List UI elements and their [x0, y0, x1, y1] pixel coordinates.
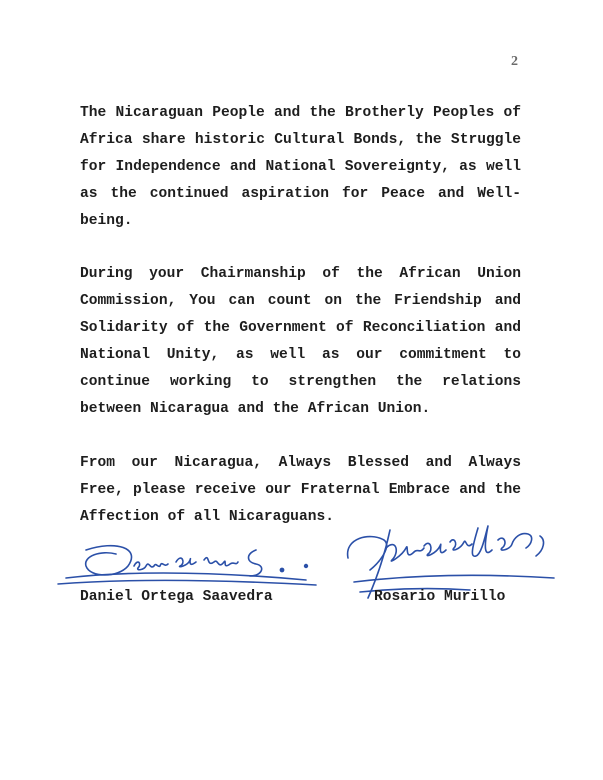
paragraph-closing: From our Nicaragua, Always Blessed and Always Free, please receive our Fraternal Embrace and the Affection of all Nicaraguans. — [80, 455, 521, 525]
paragraph-chairmanship: During your Chairmanship of the African Union Commission, You can count on the Friendship and Solidarity of the Government of Reconciliation and National Unity, as well as our commitment to continue working to strengthen the relations between Nicaragua and the African Union. — [80, 266, 521, 417]
paragraph-bonds: The Nicaraguan People and the Brotherly Peoples of Africa share historic Cultural Bonds, the Struggle for Independence and National Sovereignty, as well as the continued aspiration for Peace and Well-being. — [80, 105, 521, 229]
signatory-name-1: Daniel Ortega Saavedra — [80, 589, 273, 605]
page-number: 2 — [511, 54, 518, 69]
signatory-name-2: Rosario Murillo — [374, 589, 506, 605]
signature-daniel-ortega-icon — [56, 536, 318, 592]
